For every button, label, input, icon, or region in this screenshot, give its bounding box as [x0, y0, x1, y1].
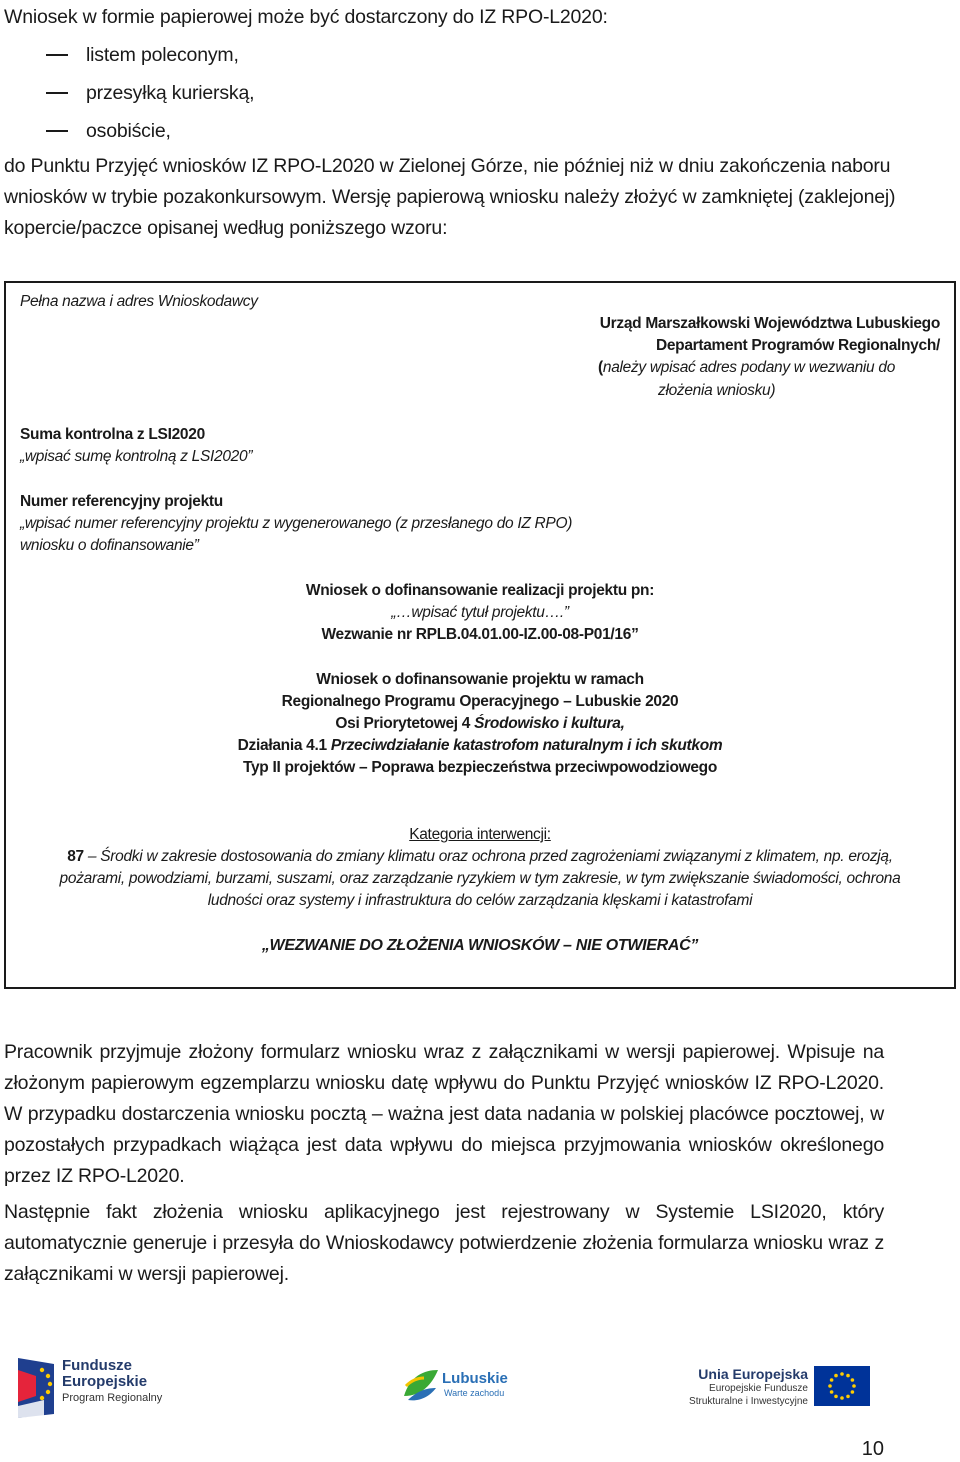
paragraph: Następnie fakt złożenia wniosku aplikacyjnego jest rejestrowany w Systemie LSI2020, który automatycznie generuje i przesyła do Wnioskodawcy potwierdzenie złożenia formularza wniosku wraz z załącznikami w wersji papierowej. — [4, 1201, 884, 1285]
category-line — [6, 846, 954, 868]
list-item — [4, 77, 904, 115]
fe-line: Program Regionalny — [62, 1392, 163, 1404]
envelope-template-box — [4, 281, 956, 989]
call-number: Wezwanie nr RPLB.04.01.00-IZ.00-08-P01/16” — [321, 626, 639, 643]
recipient-line: Departament Programów Regionalnych/ — [655, 337, 940, 354]
fe-line: Europejskie — [62, 1373, 148, 1390]
programme-line: Typ II projektów – Poprawa bezpieczeństwa przeciwpowodziowego — [242, 759, 718, 776]
project-title-hint: „…wpisać tytuł projektu….” — [391, 604, 569, 621]
checksum-hint: „wpisać sumę kontrolną z LSI2020” — [20, 448, 253, 465]
recipient-note-line: złożenia wniosku) — [658, 382, 776, 399]
category-line: ludności oraz systemy i infrastruktura do celów zarządzania klęskami i katastrofami — [207, 892, 753, 909]
after-section — [4, 1037, 884, 1290]
dash-bullet-icon — [46, 130, 68, 132]
paragraph: Pracownik przyjmuje złożony formularz wniosku wraz z załącznikami w wersji papierowej. Wpisuje na złożonym papierowym egzemplarzu wniosku datę wpływu do Punktu Przyjęć wniosków IZ RPO-L2020. W przypadku dostarczenia wniosku pocztą – ważna jest data nadania w polskiej placówce pocztowej, w pozostałych przypadkach wiążąca jest data wpływu do miejsca przyjmowania wniosków określonego przez IZ RPO-L2020. — [4, 1041, 884, 1187]
intro-section — [4, 2, 904, 244]
fe-flag-icon — [14, 1356, 60, 1420]
recipient-block — [510, 313, 940, 357]
do-not-open-warning: „WEZWANIE DO ZŁOŻENIA WNIOSKÓW – NIE OTWIERAĆ” — [261, 937, 699, 954]
list-item-label: osobiście, — [86, 120, 171, 142]
measure-name: Przeciwdziałanie katastrofom naturalnym i ich skutkom — [330, 737, 723, 754]
recipient-note-line: należy wpisać adres podany w wezwaniu do — [602, 359, 896, 376]
eu-flag-icon — [814, 1366, 870, 1406]
recipient-note — [598, 357, 895, 379]
category-code: 87 — [67, 848, 84, 865]
list-item — [4, 39, 904, 77]
category-line: pożarami, powodziami, burzami, suszami, oraz zarządzanie ryzykiem w tym zakresie, w tym zwiększanie świadomości, ochrona — [59, 870, 901, 887]
lubuskie-tagline: Warte zachodu — [444, 1388, 505, 1398]
priority-axis-name: Środowisko i kultura, — [474, 715, 625, 732]
programme-line: Regionalnego Programu Operacyjnego – Lubuskie 2020 — [281, 693, 679, 710]
intro-paragraph: do Punktu Przyjęć wniosków IZ RPO-L2020 w Zielonej Górze, nie później niż w dniu zakończenia naboru wniosków w trybie pozakonkursowym. Wersję papierową wniosku należy złożyć w zamkniętej (zaklejonej) kopercie/paczce opisanej według poniższego wzoru: — [4, 155, 896, 239]
intro-lead: Wniosek w formie papierowej może być dostarczony do IZ RPO-L2020: — [4, 6, 608, 28]
ue-line: Strukturalne i Inwestycyjne — [689, 1396, 808, 1407]
list-item — [4, 115, 904, 153]
reference-number-label: Numer referencyjny projektu — [20, 493, 223, 510]
dash-bullet-icon — [46, 54, 68, 56]
fundusze-europejskie-logo — [14, 1356, 194, 1420]
priority-axis-label: Osi Priorytetowej 4 — [335, 715, 475, 732]
application-title-block — [6, 580, 954, 646]
category-block — [6, 824, 954, 912]
lubuskie-logo — [402, 1366, 522, 1406]
checksum-label: Suma kontrolna z LSI2020 — [20, 426, 205, 443]
measure-label: Działania 4.1 — [237, 737, 331, 754]
page-number: 10 — [861, 1438, 884, 1460]
ue-line: Europejskie Fundusze — [709, 1383, 808, 1394]
category-text: – Środki w zakresie dostosowania do zmiany klimatu oraz ochrona przed zagrożeniami związanymi z klimatem, np. erozją, — [83, 848, 893, 865]
reference-number-hint: „wpisać numer referencyjny projektu z wygenerowanego (z przesłanego do IZ RPO) — [20, 515, 573, 532]
fe-text — [62, 1358, 162, 1406]
sender-label: Pełna nazwa i adres Wnioskodawcy — [20, 293, 258, 310]
dash-bullet-icon — [46, 92, 68, 94]
category-label: Kategoria interwencji: — [409, 826, 551, 843]
lubuskie-name: Lubuskie — [442, 1370, 508, 1387]
programme-line: Wniosek o dofinansowanie projektu w ramach — [316, 671, 644, 688]
list-item-label: listem poleconym, — [86, 44, 239, 66]
application-title: Wniosek o dofinansowanie realizacji projektu pn: — [305, 582, 655, 599]
lubuskie-leaf-icon — [402, 1366, 440, 1404]
reference-number-hint: wniosku o dofinansowanie” — [20, 537, 199, 554]
ue-line: Unia Europejska — [698, 1366, 808, 1382]
recipient-line: Urząd Marszałkowski Województwa Lubuskiego — [599, 315, 940, 332]
programme-line — [6, 735, 954, 757]
fe-line: Fundusze — [62, 1357, 132, 1374]
programme-line — [6, 713, 954, 735]
ue-text — [668, 1366, 808, 1408]
unia-europejska-logo — [668, 1362, 878, 1414]
recipient-paren: ( — [598, 359, 603, 376]
list-item-label: przesyłką kurierską, — [86, 82, 255, 104]
programme-block — [6, 669, 954, 779]
delivery-methods-list — [4, 39, 904, 153]
